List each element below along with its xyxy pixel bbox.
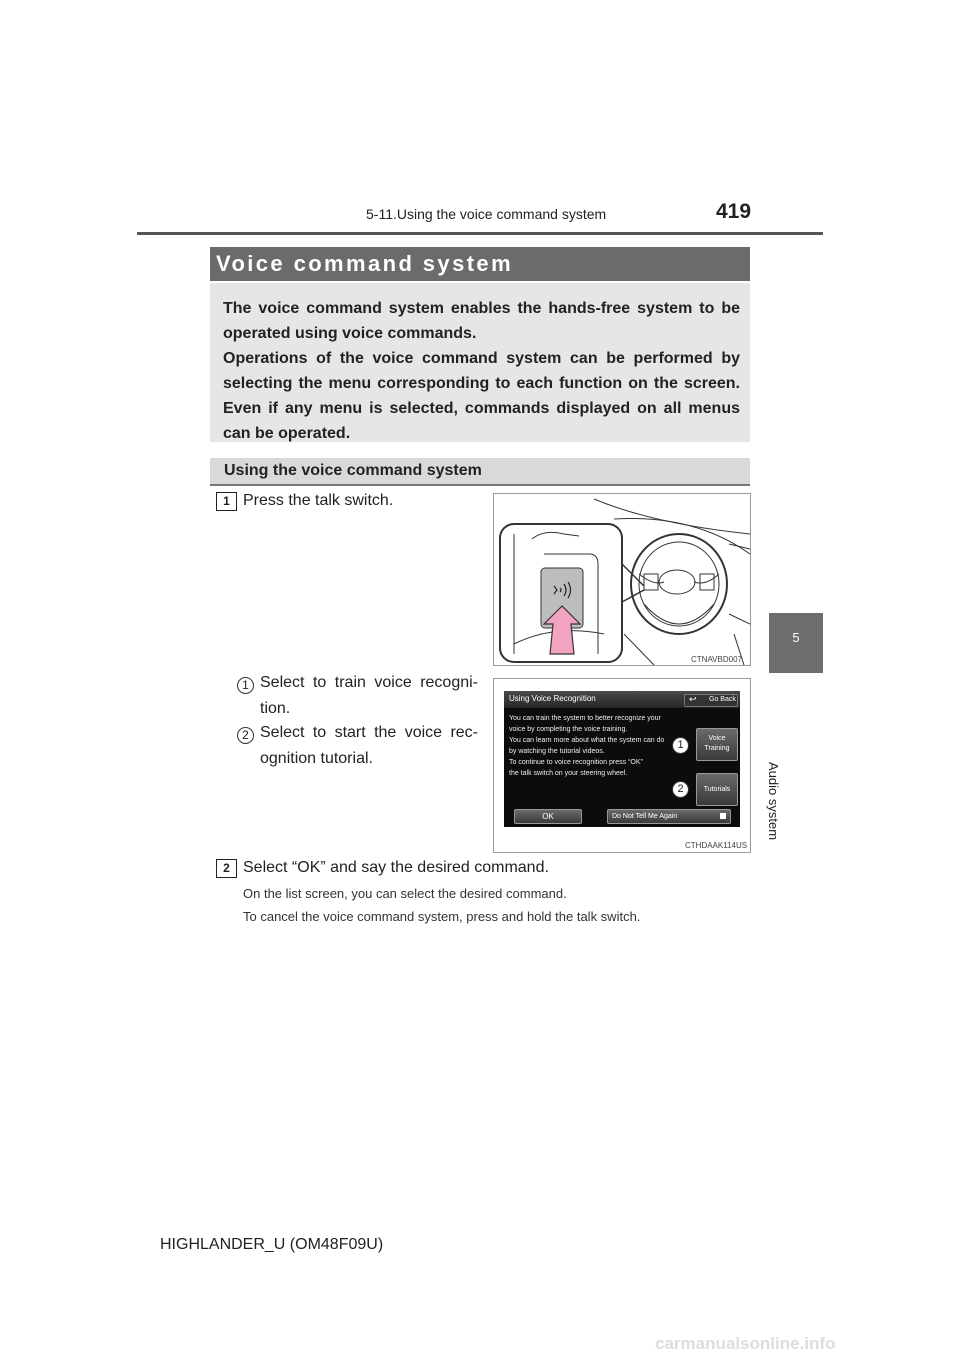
- screen-display: [504, 691, 740, 827]
- figure-2-code: CTHDAAK114US: [685, 841, 748, 850]
- go-back-icon: ↩: [689, 694, 697, 704]
- chapter-number: 5: [792, 630, 800, 645]
- screen-line-2: voice by completing the voice training.: [509, 726, 628, 733]
- go-back-label: Go Back: [709, 696, 736, 703]
- item-number-2: 2: [237, 727, 254, 744]
- tutorials-button[interactable]: Tutorials: [696, 773, 738, 806]
- item-text-1: Select to train voice recogni- tion.: [260, 674, 478, 717]
- intro-paragraph-1: The voice command system enables the hands-free system to be operated using voice commands.: [223, 300, 740, 342]
- ok-button[interactable]: OK: [514, 809, 582, 824]
- step-text-2: Select “OK” and say the desired command.: [243, 859, 549, 876]
- screen-title: Using Voice Recognition: [509, 694, 596, 703]
- talk-switch-figure: [493, 493, 751, 666]
- step-number-2: 2: [216, 859, 237, 878]
- item-number-1: 1: [237, 677, 254, 694]
- screen-line-3: You can learn more about what the system can do: [509, 737, 665, 744]
- section-title: 5-11.Using the voice command system: [366, 206, 607, 222]
- screen-line-6: the talk switch on your steering wheel.: [509, 770, 628, 777]
- voice-training-label-2: Training: [704, 745, 730, 752]
- voice-recognition-screen-figure: [493, 678, 751, 853]
- intro-paragraph-2: Operations of the voice command system can be performed by selecting the menu corresponding to each function on the screen. Even if any menu is selected, commands displayed on all menus can be operated.: [223, 350, 740, 442]
- header-rule: [137, 232, 823, 235]
- step-text-1: Press the talk switch.: [243, 492, 394, 509]
- subheading: Using the voice command system: [224, 462, 482, 479]
- page-title: Voice command system: [216, 251, 514, 276]
- screen-line-5: To continue to voice recognition press “OK”: [509, 759, 643, 766]
- go-back-button[interactable]: [684, 694, 738, 707]
- figure-1-code: CTNAVBD007: [691, 655, 742, 664]
- note-1: On the list screen, you can select the desired command.: [243, 886, 567, 901]
- voice-training-button[interactable]: [696, 728, 738, 761]
- callout-1: 1: [672, 737, 689, 754]
- chapter-label: Audio system: [766, 762, 781, 841]
- item-text-2: Select to start the voice rec- ognition tutorial.: [260, 724, 478, 767]
- callout-2: 2: [672, 781, 689, 798]
- screen-line-1: You can train the system to better recognize your: [509, 715, 661, 722]
- do-not-tell-label: Do Not Tell Me Again: [612, 813, 678, 820]
- step-number-1: 1: [216, 492, 237, 511]
- page-number: 419: [716, 200, 752, 223]
- voice-training-label-1: Voice: [708, 735, 726, 742]
- watermark: carmanualsonline.info: [655, 1334, 836, 1353]
- steering-wheel-illustration: [494, 494, 750, 665]
- screen-line-4: by watching the tutorial videos.: [509, 748, 605, 755]
- checkbox-icon: [720, 813, 726, 819]
- note-2: To cancel the voice command system, press and hold the talk switch.: [243, 909, 641, 924]
- footer-model: HIGHLANDER_U (OM48F09U): [160, 1236, 384, 1253]
- do-not-tell-button[interactable]: [607, 809, 731, 824]
